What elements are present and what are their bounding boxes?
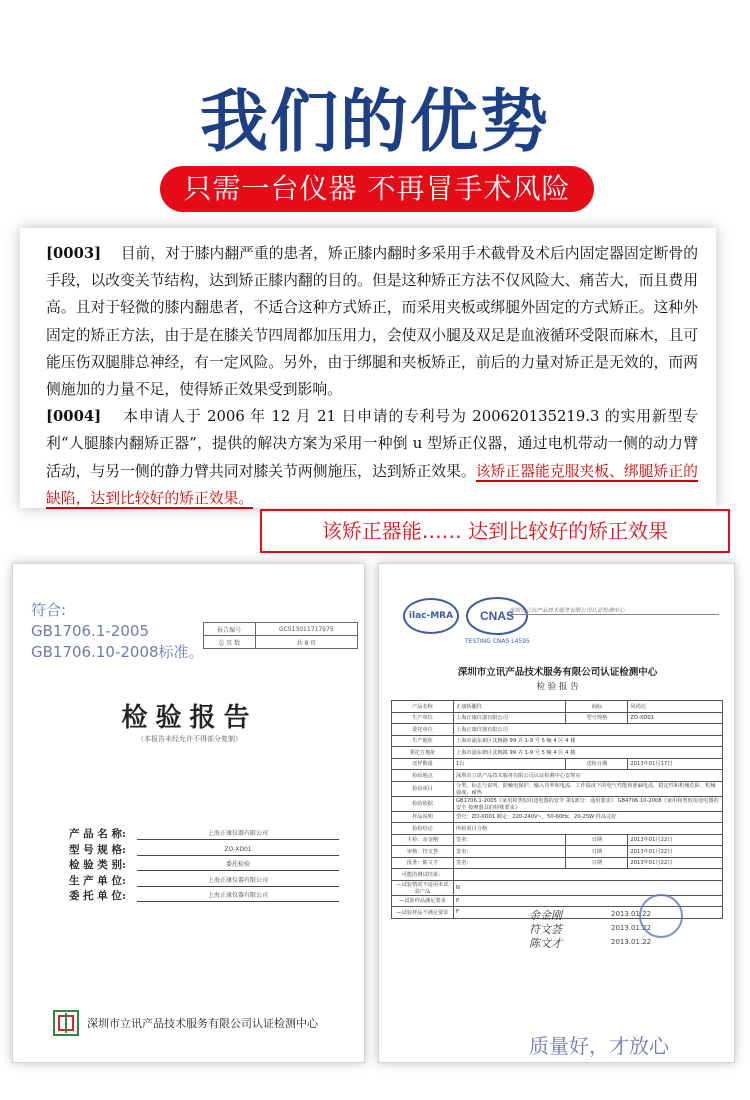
table-cell: 2013年01月22日 <box>628 857 723 869</box>
table-cell: 签名： <box>454 846 566 858</box>
table-cell: 生产地址 <box>392 735 454 747</box>
table-cell: 型号规格 <box>566 712 628 724</box>
patent-paragraph-0003 <box>46 240 698 403</box>
date-2: 2013.01.22 <box>611 924 652 932</box>
table-cell: 上海正康仪器有限公司 <box>454 712 566 724</box>
report-fields <box>69 826 339 904</box>
cnas-badge-icon <box>465 596 529 636</box>
report-number-box <box>203 622 358 649</box>
accreditation-logos <box>403 596 530 645</box>
callout-box: 该矫正器能…… 达到比较好的矫正效果 <box>260 509 730 553</box>
field-value: 上海正康仪器有限公司 <box>137 889 339 902</box>
table-row <box>392 701 723 713</box>
table-cell: 检验项目 <box>392 781 454 796</box>
field-label: 检 验 类 别: <box>69 859 126 872</box>
table-cell: 2013年01月22日 <box>628 834 723 846</box>
conform-label: 符合: <box>31 601 67 619</box>
quality-caption: 质量好，才放心 <box>529 1034 669 1058</box>
paragraph-tag: [0004] <box>46 408 102 426</box>
table-cell: 风尚达 <box>628 701 723 713</box>
table-cell: 2013年01月22日 <box>628 846 723 858</box>
box-value: 共 8 页 <box>255 636 357 649</box>
table-cell <box>454 869 723 881</box>
table-row <box>392 834 723 846</box>
issuer-logo-icon <box>53 1010 79 1036</box>
table-cell: 签名： <box>454 834 566 846</box>
field-row <box>69 888 339 904</box>
signature-2: 符文荟 <box>529 923 562 936</box>
field-label: 型 号 规 格: <box>69 843 126 856</box>
table-cell: 上海市浦东新区沈梅路 99 弄 1-9 号 5 幢 4 区 4 楼 <box>454 735 723 747</box>
table-cell: 可能的测试结果： <box>392 869 454 881</box>
table-cell: 委托单位 <box>392 724 454 736</box>
table-cell: 日期 <box>566 846 628 858</box>
cnas-logo <box>465 596 530 645</box>
table-cell: —试验情况不适用本试验产品 <box>392 880 454 895</box>
paragraph-tag: [0003] <box>46 245 102 262</box>
field-label: 生 产 单 位: <box>69 874 126 887</box>
table-cell: ZO-XD01 <box>628 712 723 724</box>
table-cell: 型号：ZO-XD01 额定：220-240V~，50-60Hz，20-25W 样品完好 <box>454 811 723 823</box>
table-row <box>392 747 723 759</box>
signature-3: 陈文才 <box>529 937 562 950</box>
table-cell: 日期 <box>566 857 628 869</box>
report-note: （本报告未经允许不得部分复制） <box>137 735 242 743</box>
date-3: 2013.01.22 <box>611 938 652 946</box>
field-value: 上海正康仪器有限公司 <box>137 874 339 887</box>
table-cell: 检验依据 <box>392 796 454 811</box>
table-cell: 主检：余金刚 <box>392 834 454 846</box>
field-row <box>69 842 339 858</box>
table-cell: —试验样品不满足要求 <box>392 907 454 919</box>
table-row <box>392 758 723 770</box>
table-cell: —试验样品满足要求 <box>392 895 454 907</box>
table-row <box>392 880 723 895</box>
ilac-logo: ilac-MRA <box>403 598 459 634</box>
table-row <box>392 857 723 869</box>
field-value: 委托检验 <box>137 858 339 871</box>
seal-stamp-icon <box>639 894 683 938</box>
table-cell: 检验结论 <box>392 823 454 835</box>
table-cell: P <box>454 895 723 907</box>
table-row <box>392 823 723 835</box>
header-note: 深圳市立讯产品技术服务有限公司认证检测中心 <box>509 606 719 615</box>
cnas-sub: TESTING CNAS L4595 <box>465 638 530 645</box>
table-cell: 所检项目合格 <box>454 823 723 835</box>
table-cell: 委托方地址 <box>392 747 454 759</box>
page-title: 我们的优势 <box>199 83 550 162</box>
table-row <box>392 796 723 811</box>
table-row <box>392 869 723 881</box>
table-cell: 深圳市立讯产品技术服务有限公司认证检测中心安规室 <box>454 770 723 782</box>
conformity-note <box>31 600 204 663</box>
report-org: 深圳市立讯产品技术服务有限公司认证检测中心 <box>457 667 658 678</box>
table-row <box>392 770 723 782</box>
table-cell: 1台 <box>454 758 566 770</box>
table-cell: 正康矫腿仪 <box>454 701 566 713</box>
table-cell: 检验地点 <box>392 770 454 782</box>
report-page <box>378 563 735 1063</box>
paragraph-text: 目前，对于膝内翻严重的患者，矫正膝内翻时多采用手术截骨及术后内固定器固定断骨的手段，以改变关节结构，达到矫正膝内翻的目的。但是这种矫正方法不仅风险大、痛苦大，而且费用高。且对于轻微的膝内翻患者，不适合这种方式矫正，而采用夹板或绑腿外固定的方式矫正。这种外固定的矫正方法，由于是在膝关节四周都加压用力，会使双小腿及双足是血液循环受限而麻木，且可能压伤双腿腓总神经，有一定风险。另外，由于绑腿和夹板矫正，前后的力量对矫正是无效的，而两侧施加的力量不足，使得矫正效果受到影响。 <box>46 245 698 399</box>
field-label: 委 托 单 位: <box>69 890 126 903</box>
report-title: 检验报告 <box>121 703 258 733</box>
table-cell: 分类、标志与说明、防触电保护、输入功率和电流、工作温度下的电气性能和泄漏电流、稳定性和机械危险、机械强度、耐热 <box>454 781 723 796</box>
paragraph-text: 本申请人于 2006 年 12 月 21 日申请的专利号为 200620135219.3 的实用新型专利“人腿膝内翻矫正器”，提供的解决方案为采用一种倒 u 型矫正仪器，通过电机带动一侧的动力臂活动，与另一侧的静力臂共同对膝关节两侧施压，达到矫正效果。 <box>46 408 698 480</box>
issuer-row <box>53 1010 318 1036</box>
standard-1: GB1706.1-2005 <box>31 622 149 640</box>
field-row <box>69 826 339 842</box>
issuer-name: 深圳市立讯产品技术服务有限公司认证检测中心 <box>87 1017 318 1030</box>
table-cell: 产品名称 <box>392 701 454 713</box>
field-row <box>69 857 339 873</box>
table-cell: F <box>454 907 723 919</box>
slogan-banner: 只需一台仪器 不再冒手术风险 <box>160 166 594 212</box>
table-row <box>392 735 723 747</box>
patent-excerpt <box>20 228 716 508</box>
box-value: GCS13011717975 <box>255 623 357 636</box>
table-cell: N <box>454 880 723 895</box>
signature-1: 余金刚 <box>529 909 562 922</box>
highlighted-text: 该矫正器能克服夹板、绑腿矫正的缺陷，达到比较好的矫正效果。 <box>46 462 698 507</box>
table-cell: 签名： <box>454 857 566 869</box>
field-value: 上海正康仪器有限公司 <box>137 827 339 840</box>
box-key: 总 页 数 <box>204 636 256 649</box>
field-row <box>69 873 339 889</box>
cnas-text: CNAS <box>479 609 515 623</box>
table-row <box>392 781 723 796</box>
table-row <box>392 712 723 724</box>
table-row <box>392 846 723 858</box>
table-cell: 2013年01月17日 <box>628 758 723 770</box>
table-row <box>392 724 723 736</box>
table-cell: 样品说明 <box>392 811 454 823</box>
table-cell: 送检日期 <box>566 758 628 770</box>
table-cell: 上海正康仪器有限公司 <box>454 724 723 736</box>
field-label: 产 品 名 称: <box>69 828 126 841</box>
report-table <box>391 700 723 919</box>
table-cell: 送样数量 <box>392 758 454 770</box>
table-cell: GB1706.1-2005《家用和类似用途电器的安全 第1部分：通用要求》 GB4706.10-2008《家用和类似用途电器的安全 按摩器具的特殊要求》 <box>454 796 723 811</box>
table-cell: 商标 <box>566 701 628 713</box>
table-cell: 生产单位 <box>392 712 454 724</box>
date-1: 2013.01.22 <box>611 910 652 918</box>
table-cell: 批准：陈文才 <box>392 857 454 869</box>
box-key: 报告编号 <box>204 623 256 636</box>
table-cell: 日期 <box>566 834 628 846</box>
field-value: ZO-XD01 <box>137 843 339 856</box>
standard-2: GB1706.10-2008标准。 <box>31 643 204 661</box>
table-cell: 审核：符文荟 <box>392 846 454 858</box>
table-cell: 上海市浦东新区沈梅路 99 弄 1-9 号 5 幢 4 区 4 楼 <box>454 747 723 759</box>
table-row <box>392 811 723 823</box>
patent-paragraph-0004 <box>46 403 698 512</box>
report-cover <box>12 563 365 1063</box>
report-subtitle: 检 验 报 告 <box>536 682 579 692</box>
